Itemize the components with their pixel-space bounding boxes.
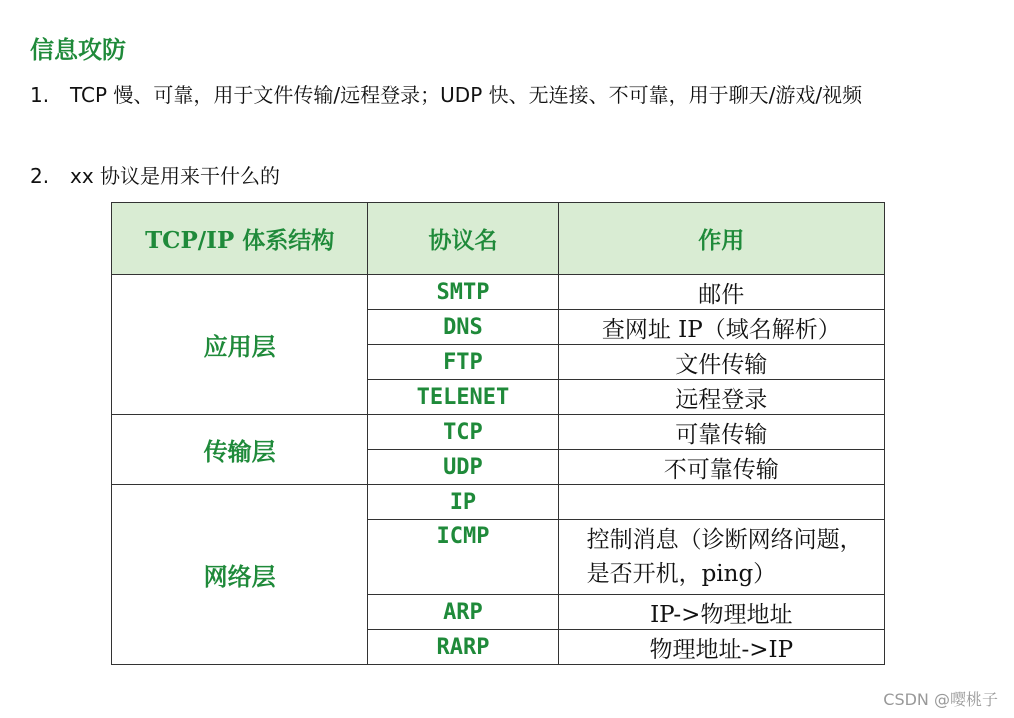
header-protocol-name: 协议名 [368, 203, 558, 275]
protocol-function: 远程登录 [558, 380, 884, 415]
list-item [30, 79, 980, 112]
table-row [112, 415, 885, 450]
protocol-function: IP->物理地址 [558, 595, 884, 630]
protocol-name: FTP [368, 345, 558, 380]
protocol-function: 可靠传输 [558, 415, 884, 450]
list-number: 1. [30, 83, 50, 107]
protocol-name: SMTP [368, 275, 558, 310]
protocol-function: 不可靠传输 [558, 450, 884, 485]
protocol-function: 邮件 [558, 275, 884, 310]
section-heading: 信息攻防 [30, 36, 126, 64]
table-row [112, 485, 885, 520]
protocol-name: TCP [368, 415, 558, 450]
protocol-function: 文件传输 [558, 345, 884, 380]
protocol-table [111, 202, 885, 665]
protocol-function: 查网址 IP（域名解析） [558, 310, 884, 345]
layer-transport: 传输层 [112, 415, 368, 485]
header-function: 作用 [558, 203, 884, 275]
protocol-function: 控制消息（诊断网络问题，是否开机，ping） [558, 520, 884, 595]
layer-application: 应用层 [112, 275, 368, 415]
table-row [112, 275, 885, 310]
list-number: 2. [30, 164, 50, 188]
protocol-name: UDP [368, 450, 558, 485]
protocol-name: ARP [368, 595, 558, 630]
protocol-name: RARP [368, 630, 558, 665]
protocol-name: IP [368, 485, 558, 520]
protocol-function [558, 485, 884, 520]
header-architecture: TCP/IP 体系结构 [112, 203, 368, 275]
layer-network: 网络层 [112, 485, 368, 665]
protocol-function: 物理地址->IP [558, 630, 884, 665]
list-text: xx 协议是用来干什么的 [70, 164, 281, 188]
protocol-name: TELENET [368, 380, 558, 415]
table-header-row [112, 203, 885, 275]
list-item [30, 160, 980, 193]
protocol-name: DNS [368, 310, 558, 345]
list-text: TCP 慢、可靠，用于文件传输/远程登录；UDP 快、无连接、不可靠，用于聊天/游戏/视频 [70, 83, 863, 107]
watermark: CSDN @嘤桃子 [883, 690, 998, 709]
protocol-name: ICMP [368, 520, 558, 595]
